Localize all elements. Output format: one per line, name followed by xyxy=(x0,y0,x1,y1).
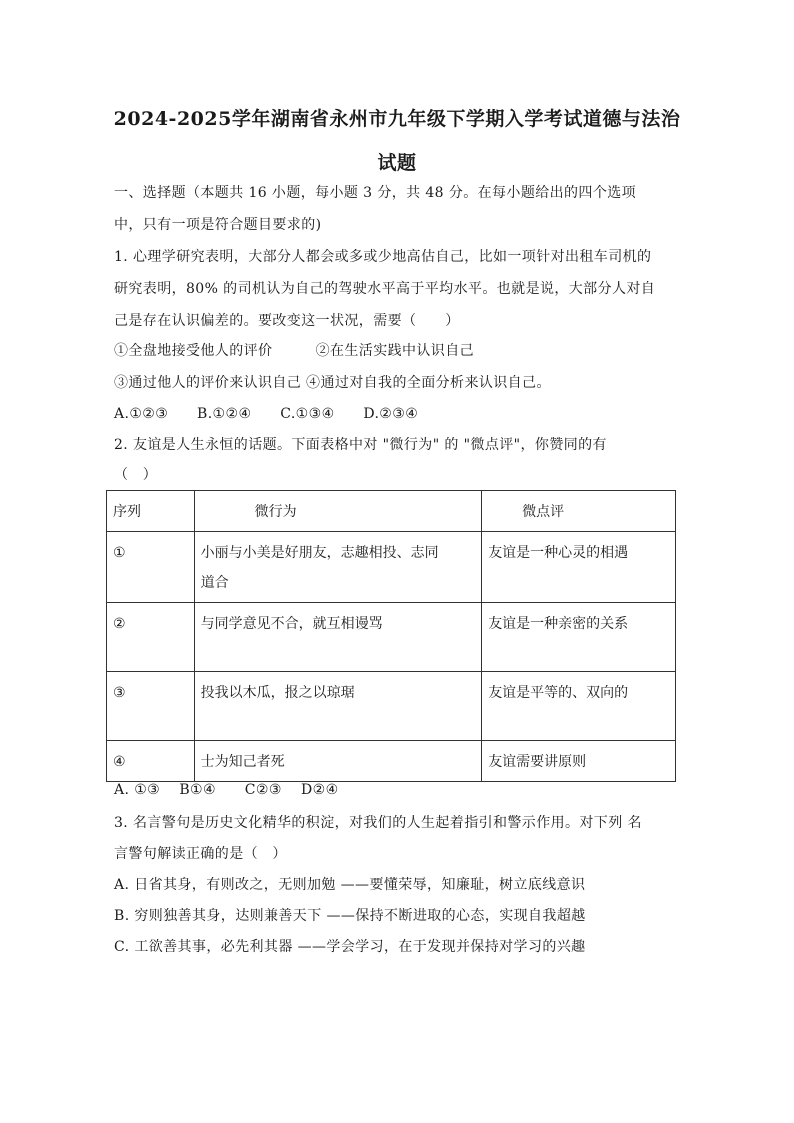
row-behavior-text: 小丽与小美是好朋友，志趣相投、志同 xyxy=(200,545,439,561)
row-comment: 友谊是平等的、双向的 xyxy=(482,672,676,741)
section-heading: 一、选择题（本题共 16 小题，每小题 3 分，共 48 分。在每小题给出的四个选项 xyxy=(114,185,637,201)
row-behavior: 与同学意见不合，就互相谩骂 xyxy=(194,603,482,672)
row-comment: 友谊是一种亲密的关系 xyxy=(482,603,676,672)
row-comment: 友谊是一种心灵的相遇 xyxy=(482,532,676,603)
q2-stem: 2. 友谊是人生永恒的话题。下面表格中对 "微行为" 的 "微点评"，你赞同的有 xyxy=(114,437,607,453)
table-row xyxy=(107,603,676,672)
q3-option-c: C. 工欲善其事，必先利其器 ——学会学习，在于发现并保持对学习的兴趣 xyxy=(114,939,586,955)
row-behavior-text-continued: 道合 xyxy=(200,575,229,591)
q2-stem-line2: （ ） xyxy=(114,467,158,483)
header-cell: 序列 xyxy=(107,491,195,532)
table-row xyxy=(107,741,676,782)
table-row xyxy=(107,672,676,741)
q2-table xyxy=(106,490,676,782)
row-number: ① xyxy=(107,532,195,603)
q2-choices: A. ①③ B①④ C②③ D②④ xyxy=(114,782,339,798)
q1-options-row1: ①全盘地接受他人的评价 ②在生活实践中认识自己 xyxy=(114,343,474,359)
page-title-continued: 试题 xyxy=(377,152,417,174)
row-number: ② xyxy=(107,603,195,672)
q3-stem-line2: 言警句解读正确的是（ ） xyxy=(114,846,287,862)
q1-stem-line2: 研究表明，80% 的司机认为自己的驾驶水平高于平均水平。也就是说，大部分人对自 xyxy=(114,281,656,297)
row-behavior xyxy=(194,532,482,603)
table-row xyxy=(107,532,676,603)
row-behavior: 士为知己者死 xyxy=(194,741,482,782)
q3-option-a: A. 日省其身，有则改之，无则加勉 ——要懂荣辱，知廉耻，树立底线意识 xyxy=(114,877,586,893)
q1-options-row2: ③通过他人的评价来认识自己 ④通过对自我的全面分析来认识自己。 xyxy=(114,375,551,391)
row-number: ③ xyxy=(107,672,195,741)
q1-stem-line3: 己是存在认识偏差的。要改变这一状况，需要（ ） xyxy=(114,313,460,329)
section-heading-continued: 中，只有一项是符合题目要求的) xyxy=(114,217,322,233)
q3-option-b: B. 穷则独善其身，达则兼善天下 ——保持不断进取的心态，实现自我超越 xyxy=(114,908,586,924)
row-comment: 友谊需要讲原则 xyxy=(482,741,676,782)
page-title: 2024-2025学年湖南省永州市九年级下学期入学考试道德与法治 xyxy=(113,108,681,130)
row-number: ④ xyxy=(107,741,195,782)
row-behavior: 投我以木瓜，报之以琼琚 xyxy=(194,672,482,741)
header-cell: 微行为 xyxy=(194,491,482,532)
q1-choices: A.①②③ B.①②④ C.①③④ D.②③④ xyxy=(114,406,419,422)
header-cell: 微点评 xyxy=(482,491,676,532)
q3-stem: 3. 名言警句是历史文化精华的积淀，对我们的人生起着指引和警示作用。对下列 名 xyxy=(114,815,642,831)
q1-stem: 1. 心理学研究表明，大部分人都会或多或少地高估自己，比如一项针对出租车司机的 xyxy=(114,249,652,265)
table-header-row xyxy=(107,491,676,532)
